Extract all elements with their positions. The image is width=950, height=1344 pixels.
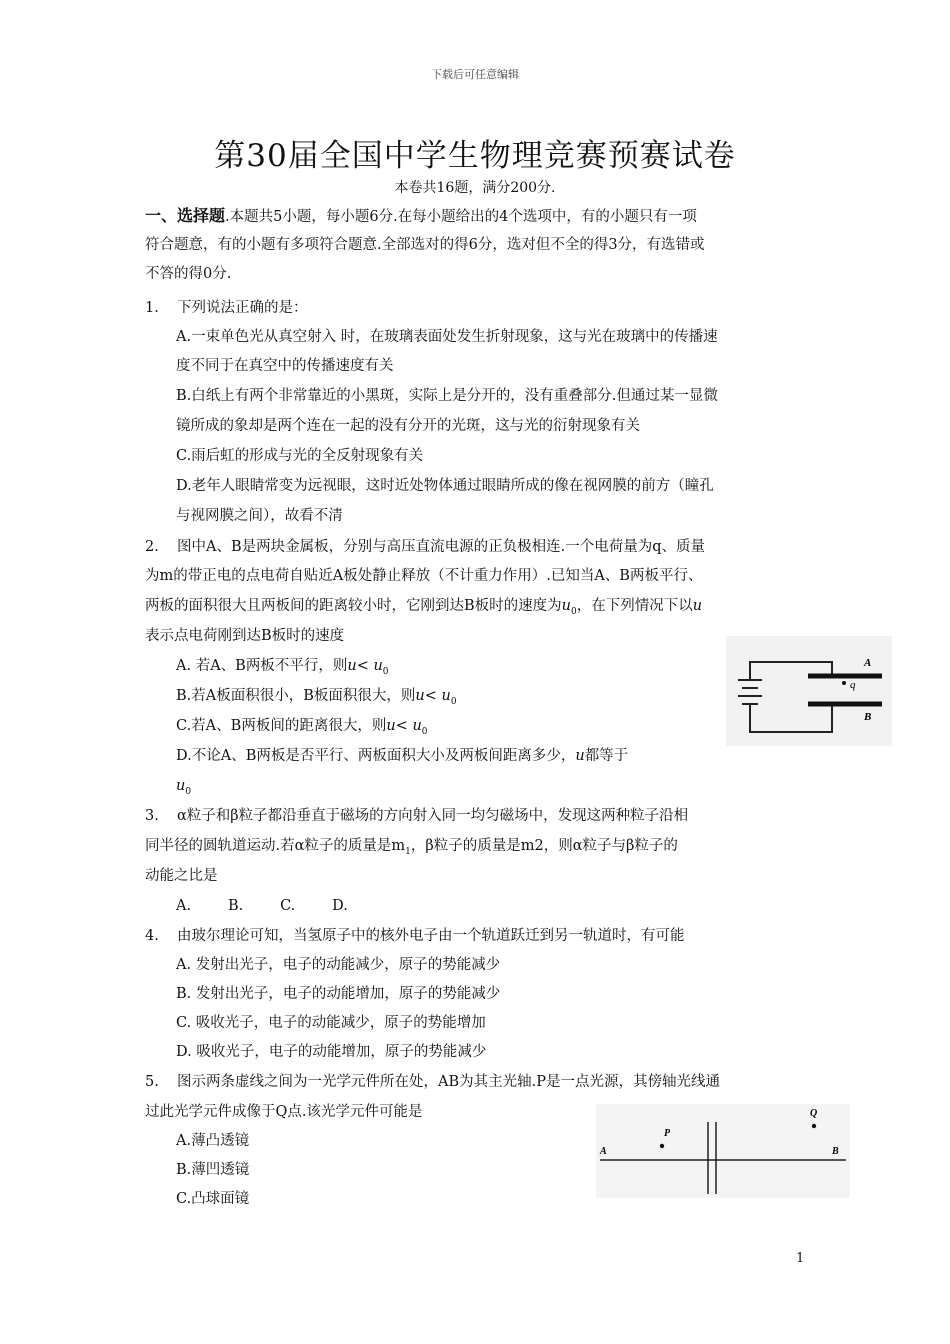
q3-number: 3. bbox=[145, 808, 159, 824]
point-p bbox=[660, 1144, 664, 1148]
q4-option-b: B. 发射出光子，电子的动能增加，原子的势能减少 bbox=[176, 986, 501, 1002]
q2-stem-line-4: 表示点电荷刚到达B板时的速度 bbox=[145, 628, 345, 644]
point-q bbox=[812, 1124, 816, 1128]
q3-stem-line-1: 3. α粒子和β粒子都沿垂直于磁场的方向射入同一均匀磁场中，发现这两种粒子沿相 bbox=[145, 808, 689, 824]
label-q: Q bbox=[810, 1108, 818, 1119]
q3-stem-line-3: 动能之比是 bbox=[145, 868, 218, 884]
q4-option-a: A. 发射出光子，电子的动能减少，原子的势能减少 bbox=[176, 957, 501, 973]
q5-number: 5. bbox=[145, 1074, 159, 1090]
section-intro-line-3: 不答的得0分. bbox=[145, 266, 232, 282]
q3-stem-line-2: 同半径的圆轨道运动.若α粒子的质量是$m_1$，β粒子的质量是m2，则α粒子与β粒子的 bbox=[145, 838, 678, 857]
q1-number: 1. bbox=[145, 300, 159, 316]
q4-option-c: C. 吸收光子，电子的动能减少，原子的势能增加 bbox=[176, 1015, 486, 1031]
label-q: q bbox=[850, 679, 856, 691]
optics-figure bbox=[596, 1104, 850, 1198]
q2-stem-line-2: 为m的带正电的点电荷自贴近A板处静止释放（不计重力作用）.已知当A、B两板平行、 bbox=[145, 568, 703, 584]
capacitor-circuit-figure bbox=[726, 636, 892, 746]
q5-stem-line-2: 过此光学元件成像于Q点.该光学元件可能是 bbox=[145, 1104, 423, 1120]
q1-stem: 1. 下列说法正确的是： bbox=[145, 300, 308, 316]
q2-option-b: B.若A板面积很小，B板面积很大，则$u< u_0$ bbox=[176, 688, 457, 707]
q2-stem-line-3: 两板的面积很大且两板间的距离较小时，它刚到达B板时的速度为$u_0$，在下列情况下以u bbox=[145, 598, 703, 617]
label-p: P bbox=[664, 1128, 671, 1139]
q2-number: 2. bbox=[145, 539, 159, 555]
section-intro-line-2: 符合题意，有的小题有多项符合题意.全部选对的得6分，选对但不全的得3分，有选错或 bbox=[145, 237, 705, 253]
q5-option-b: B.薄凹透镜 bbox=[176, 1162, 250, 1178]
q2-option-d-tail: $u_0$ bbox=[176, 778, 192, 797]
page-title: 第30届全国中学生物理竞赛预赛试卷 bbox=[214, 138, 736, 174]
page-header: 下载后可任意编辑 bbox=[431, 68, 519, 81]
page-number: 1 bbox=[796, 1251, 805, 1266]
q1-option-a-line-1: A.一束单色光从真空射入 时，在玻璃表面处发生折射现象，这与光在玻璃中的传播速 bbox=[176, 329, 718, 345]
q1-option-a-line-2: 度不同于在真空中的传播速度有关 bbox=[176, 358, 394, 374]
q1-option-d-line-2: 与视网膜之间），故看不清 bbox=[176, 508, 343, 524]
q2-option-a: A. 若A、B两板不平行，则$u< u_0$ bbox=[176, 658, 389, 677]
q2-stem-line-1: 2. 图中A、B是两块金属板，分别与高压直流电源的正负极相连.一个电荷量为q、质量 bbox=[145, 539, 706, 555]
page-subtitle: 本卷共16题，满分200分. bbox=[394, 180, 556, 196]
q1-option-b-line-2: 镜所成的象却是两个连在一起的没有分开的光斑，这与光的衍射现象有关 bbox=[176, 418, 640, 434]
q1-option-b-line-1: B.白纸上有两个非常靠近的小黑斑，实际上是分开的，没有重叠部分.但通过某一显微 bbox=[176, 388, 718, 404]
label-b: B bbox=[832, 1146, 839, 1157]
q2-option-d: D.不论A、B两板是否平行、两板面积大小及两板间距离多少，u都等于 bbox=[176, 748, 629, 764]
q4-number: 4. bbox=[145, 928, 159, 944]
label-a: A bbox=[600, 1146, 607, 1157]
q2-option-c: C.若A、B两板间的距离很大，则$u< u_0$ bbox=[176, 718, 428, 737]
label-a: A bbox=[864, 657, 872, 669]
section-intro-line-1: 一、选择题.本题共5小题，每小题6分.在每小题给出的4个选项中，有的小题只有一项 bbox=[145, 206, 697, 225]
q1-option-d-line-1: D.老年人眼睛常变为远视眼，这时近处物体通过眼睛所成的像在视网膜的前方（瞳孔 bbox=[176, 478, 714, 494]
q4-option-d: D. 吸收光子，电子的动能增加，原子的势能减少 bbox=[176, 1044, 487, 1060]
q5-option-c: C.凸球面镜 bbox=[176, 1191, 250, 1207]
q5-option-a: A.薄凸透镜 bbox=[176, 1133, 250, 1149]
q4-stem: 4. 由玻尔理论可知，当氢原子中的核外电子由一个轨道跃迁到另一轨道时，有可能 bbox=[145, 928, 685, 944]
q1-option-c: C.雨后虹的形成与光的全反射现象有关 bbox=[176, 448, 424, 464]
section-heading: 一、选择题 bbox=[145, 206, 226, 225]
label-b: B bbox=[864, 711, 872, 723]
q5-stem-line-1: 5. 图示两条虚线之间为一光学元件所在处，AB为其主光轴.P是一点光源，其傍轴光线通 bbox=[145, 1074, 720, 1090]
q3-options: A. B. C. D. bbox=[176, 898, 348, 914]
point-charge bbox=[842, 681, 846, 685]
